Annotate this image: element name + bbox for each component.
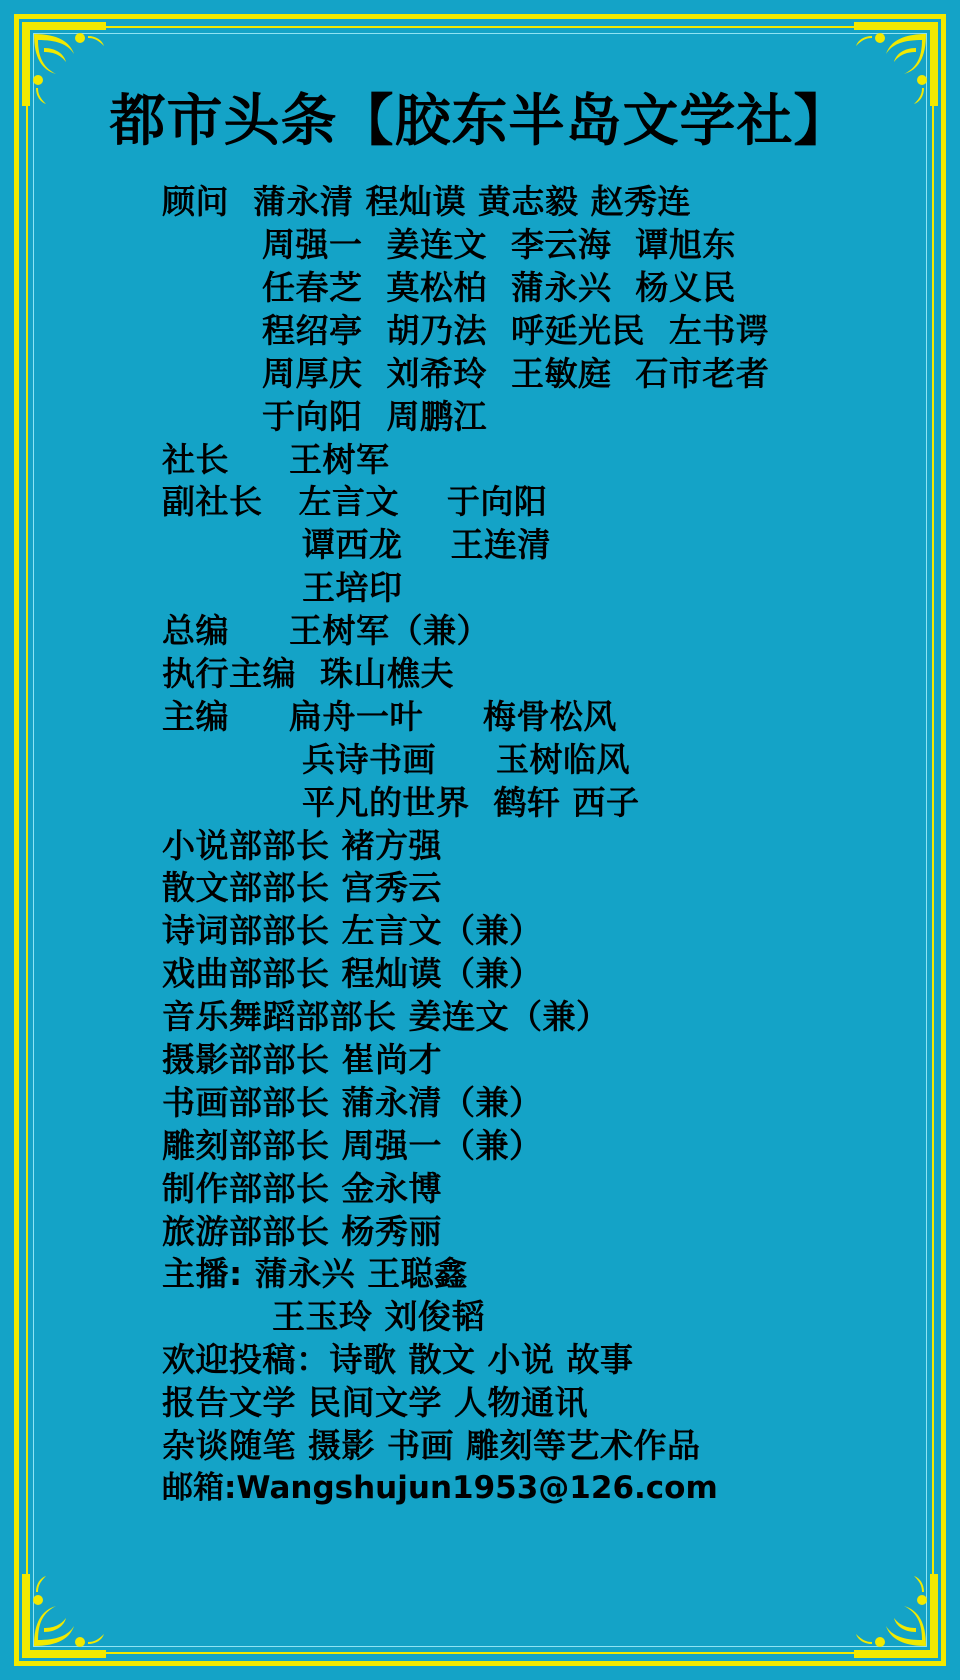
staff-line: 任春芝 莫松柏 蒲永兴 杨义民 bbox=[262, 267, 736, 307]
staff-line: 副社长 左言文 于向阳 bbox=[162, 482, 548, 522]
poster-content bbox=[40, 40, 920, 1640]
staff-line: 旅游部部长 杨秀丽 bbox=[162, 1211, 442, 1251]
staff-line: 诗词部部长 左言文（兼） bbox=[162, 911, 543, 951]
staff-line: 王玉玲 刘俊韬 bbox=[272, 1297, 485, 1337]
staff-line: 杂谈随笔 摄影 书画 雕刻等艺术作品 bbox=[162, 1426, 701, 1466]
email-line: 邮箱:Wangshujun1953@126.com bbox=[162, 1469, 718, 1506]
staff-line: 主播: 蒲永兴 王聪鑫 bbox=[162, 1254, 468, 1294]
staff-line: 程绍亭 胡乃法 呼延光民 左书谔 bbox=[262, 310, 770, 350]
staff-line: 周厚庆 刘希玲 王敏庭 石市老者 bbox=[262, 353, 770, 393]
staff-line: 顾问 蒲永清 程灿谟 黄志毅 赵秀连 bbox=[162, 182, 691, 222]
staff-line: 戏曲部部长 程灿谟（兼） bbox=[162, 954, 543, 994]
staff-line: 总编 王树军（兼） bbox=[162, 611, 490, 651]
staff-line: 王培印 bbox=[302, 568, 403, 608]
staff-line: 欢迎投稿：诗歌 散文 小说 故事 bbox=[162, 1340, 634, 1380]
staff-line: 主编 扁舟一叶 梅骨松风 bbox=[162, 696, 617, 736]
staff-line: 周强一 姜连文 李云海 谭旭东 bbox=[262, 225, 736, 265]
staff-line: 执行主编 珠山樵夫 bbox=[162, 653, 454, 693]
staff-line: 散文部部长 宫秀云 bbox=[162, 868, 442, 908]
staff-line: 雕刻部部长 周强一（兼） bbox=[162, 1125, 543, 1165]
staff-line: 于向阳 周鹏江 bbox=[262, 396, 487, 436]
page-title: 都市头条【胶东半岛文学社】 bbox=[109, 89, 851, 154]
staff-line: 小说部部长 褚方强 bbox=[162, 825, 442, 865]
staff-line: 报告文学 民间文学 人物通讯 bbox=[162, 1383, 588, 1423]
staff-line: 平凡的世界 鹤轩 西子 bbox=[302, 782, 640, 822]
staff-line: 音乐舞蹈部部长 姜连文（兼） bbox=[162, 997, 610, 1037]
staff-line: 社长 王树军 bbox=[162, 439, 390, 479]
staff-line: 摄影部部长 崔尚才 bbox=[162, 1040, 442, 1079]
staff-line: 兵诗书画 玉树临风 bbox=[302, 739, 630, 779]
staff-line: 书画部部长 蒲永清（兼） bbox=[162, 1082, 543, 1122]
staff-line: 谭西龙 王连清 bbox=[302, 525, 551, 565]
staff-listing bbox=[66, 181, 894, 1508]
staff-line: 制作部部长 金永博 bbox=[162, 1168, 442, 1208]
